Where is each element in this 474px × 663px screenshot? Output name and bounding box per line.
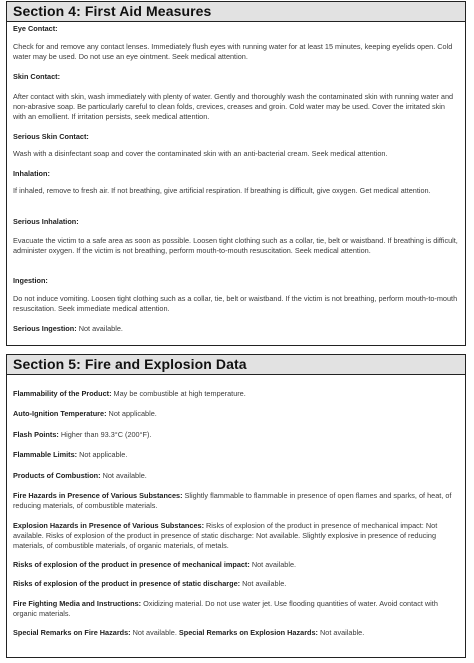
flash-points-label: Flash Points:: [13, 430, 59, 439]
section-fire-explosion: [6, 354, 466, 658]
eye-contact-text: Check for and remove any contact lenses. Immediately flush eyes with running water for at least 15 minutes, keeping eyelids open. Cold water may be used. Do not use an eye ointment. Seek medical attention.: [13, 42, 453, 62]
remarks-fire-text: Not available.: [132, 628, 177, 637]
fire-hazards-row: [13, 491, 459, 511]
autoignition-label: Auto-Ignition Temperature:: [13, 409, 107, 418]
flammability-text: May be combustible at high temperature.: [113, 389, 246, 398]
flammable-limits-row: [13, 450, 459, 460]
inhalation-text: If inhaled, remove to fresh air. If not breathing, give artificial respiration. If breathing is difficult, give oxygen. Get medical attention.: [13, 186, 431, 195]
fire-fighting-text: Oxidizing material. Do not use water jet. Use flooding quantities of water. Avoid contact with organic materials.: [13, 599, 438, 619]
ingestion-label: Ingestion:: [13, 276, 48, 285]
explosion-hazards-text: Risks of explosion of the product in presence of mechanical impact: Not available. Risks of explosion of the product in presence of static discharge: Not available. Slightly explosive in presence of reducing materials, of combustible materials, of organic materials, of metals.: [13, 521, 438, 551]
explosion-hazards-row: [13, 521, 459, 552]
flammability-row: [13, 389, 459, 399]
remarks-explosion-text: Not available.: [320, 628, 365, 637]
serious-skin-contact-text: Wash with a disinfectant soap and cover the contaminated skin with an anti-bacterial cream. Seek medical attention.: [13, 149, 388, 158]
autoignition-row: [13, 409, 459, 419]
special-remarks-row: [13, 628, 459, 638]
remarks-fire-label: Special Remarks on Fire Hazards:: [13, 628, 131, 637]
serious-inhalation-label: Serious Inhalation:: [13, 217, 79, 226]
skin-contact-text: After contact with skin, wash immediately with plenty of water. Gently and thoroughly wash the contaminated skin with running water and non-abrasive soap. Be particularly careful to clean folds, crevices, creases and groin. Cold water may be used. Cover the irritated skin with an emollient. If irritation persists, seek medical attention.: [13, 92, 454, 122]
fire-fighting-label: Fire Fighting Media and Instructions:: [13, 599, 142, 608]
mechanical-impact-text: Not available.: [251, 560, 297, 569]
static-discharge-row: [13, 579, 459, 589]
serious-ingestion-row: [13, 324, 459, 334]
fire-hazards-text: Slightly flammable to flammable in presence of open flames and sparks, of heat, of reducing materials, of combustible materials.: [13, 491, 452, 511]
section-first-aid: [6, 1, 466, 346]
mechanical-impact-label: Risks of explosion of the product in presence of mechanical impact:: [13, 560, 250, 569]
flammable-limits-text: Not applicable.: [79, 450, 128, 459]
fire-hazards-label: Fire Hazards in Presence of Various Substances:: [13, 491, 183, 500]
explosion-hazards-label: Explosion Hazards in Presence of Various Substances:: [13, 521, 204, 530]
combustion-products-label: Products of Combustion:: [13, 471, 101, 480]
flash-points-text: Higher than 93.3°C (200°F).: [60, 430, 152, 439]
autoignition-text: Not applicable.: [108, 409, 157, 418]
flammability-label: Flammability of the Product:: [13, 389, 112, 398]
skin-contact-label: Skin Contact:: [13, 72, 61, 81]
serious-ingestion-label: Serious Ingestion:: [13, 324, 77, 333]
mechanical-impact-row: [13, 560, 459, 570]
serious-skin-contact-label: Serious Skin Contact:: [13, 132, 89, 141]
serious-ingestion-text: Not available.: [78, 324, 123, 333]
section-5-title: Section 5: Fire and Explosion Data: [7, 355, 465, 375]
inhalation-label: Inhalation:: [13, 169, 50, 178]
static-discharge-text: Not available.: [242, 579, 287, 588]
combustion-products-text: Not available.: [102, 471, 147, 480]
flash-points-row: [13, 430, 459, 440]
eye-contact-label: Eye Contact:: [13, 24, 58, 33]
ingestion-text: Do not induce vomiting. Loosen tight clothing such as a collar, tie, belt or waistband. If the victim is not breathing, perform mouth-to-mouth resuscitation. Seek immediate medical attention.: [13, 294, 458, 314]
static-discharge-label: Risks of explosion of the product in presence of static discharge:: [13, 579, 241, 588]
flammable-limits-label: Flammable Limits:: [13, 450, 78, 459]
remarks-explosion-label: Special Remarks on Explosion Hazards:: [178, 628, 318, 637]
combustion-products-row: [13, 471, 459, 481]
serious-inhalation-text: Evacuate the victim to a safe area as soon as possible. Loosen tight clothing such as a collar, tie, belt or waistband. If breathing is difficult, administer oxygen. If the victim is not breathing, perform mouth-to-mouth resuscitation. Seek medical attention.: [13, 236, 458, 256]
section-4-title: Section 4: First Aid Measures: [7, 2, 465, 22]
fire-fighting-row: [13, 599, 459, 619]
